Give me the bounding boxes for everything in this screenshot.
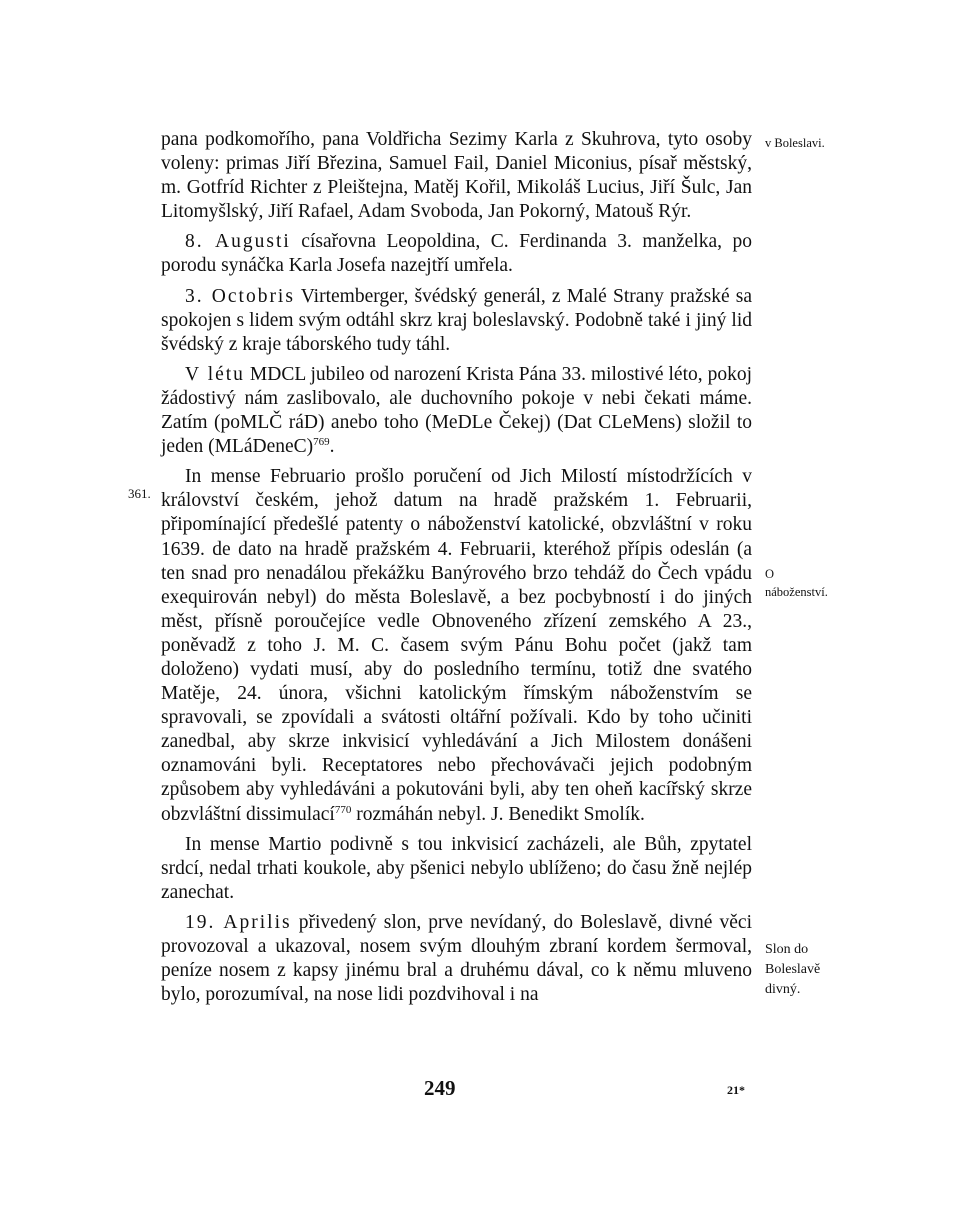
paragraph-6: In mense Martio podivně s tou inkvisicí zacházeli, ale Bůh, zpytatel srdcí, nedal trhati koukole, aby pšenici nebylo ublíženo; do času žně nejlép zanechat.	[161, 833, 752, 903]
body-text	[161, 128, 752, 1013]
date-lead: 8. Augusti	[185, 231, 291, 253]
page-number: 249	[424, 1076, 456, 1100]
paragraph-4: V létu MDCL jubileo od narození Krista Pána 33. milostivé léto, pokoj žádostivý nám zaslibovalo, ale duchovního pokoje v nebi čekati máme. Zatím (poMLČ ráD) anebo toho (MeDLe Čekej) (Dat CLeMens) složil to jeden (MLáDeneC)$^{769}$.	[161, 363, 752, 458]
margin-note-nabozenstvi: O náboženství.	[765, 567, 828, 599]
paragraph-5: In mense Februario prošlo poručení od Jich Milostí místodržících v království českém, jehož datum na hradě pražském 1. Februarii, připomínající předešlé patenty o náboženství katolické, obzvláštní v roku 1639. de dato na hradě pražském 4. Februarii, kteréhož přípis odeslán (a ten snad pro nenadálou překážku Banýrového brzo tehdáž do Čech vpádu exequirován nebyl) do města Boleslavě, a bez pocbybností i do jiných měst, přísně poroučejíce vedle Obnoveného zřízení zemského A 23., poněvadž z toho J. M. C. časem svým Pánu Bohu počet (jakž tam doloženo) vydati musí, aby do posledního termínu, totiž dne svatého Matěje, 24. února, všichni katolickým římským náboženstvím se spravovali, se zpovídali a svátosti oltářní požívali. Kdo by toho učiniti zanedbal, aby skrze inkvisicí vyhledávání a Jich Milostem donášeni oznamováni byli. Receptatores nebo přechovávači jejich podobným způsobem aby vyhledáváni a pokutováni byli, aby ten oheň kacířský skrze obzvláštní dissimulací$^{770}$ rozmáhán nebyl. J. Benedikt Smolík.	[161, 466, 752, 825]
date-lead: V létu	[185, 363, 245, 385]
margin-note-slon: Slon do Boleslavě divný.	[765, 942, 821, 997]
date-lead: 3. Octobris	[185, 285, 295, 307]
signature-mark: 21*	[727, 1083, 745, 1097]
paragraph-3: 3. Octobris Virtemberger, švédský generál, z Malé Strany pražské sa spokojen s lidem svým odtáhl skrz kraj boleslavský. Podobně také i jiný lid švédský z kraje táborského tudy táhl.	[161, 285, 753, 355]
paragraph-2: 8. Augusti císařovna Leopoldina, C. Ferdinanda 3. manželka, po porodu synáčka Karla Josefa nazejtří umřela.	[161, 231, 752, 277]
footnote-ref-769: 769	[313, 436, 330, 449]
paragraph-1: pana podkomořího, pana Voldřicha Sezimy Karla z Skuhrova, tyto osoby voleny: primas Jiří Březina, Samuel Fail, Daniel Miconius, písař městský, m. Gotfríd Richter z Pleištejna, Matěj Kořil, Mikoláš Lucius, Jiří Šulc, Jan Litomyšlský, Jiří Rafael, Adam Svoboda, Jan Pokorný, Matouš Rýr.	[161, 129, 752, 223]
date-lead: 19. Aprilis	[185, 911, 292, 933]
margin-note-boleslavi: v Boleslavi.	[765, 136, 825, 150]
footnote-ref-770: 770	[334, 803, 352, 816]
paragraph-7: 19. Aprilis přivedený slon, prve nevídaný, do Boleslavě, divné věci provozoval a ukazoval, nosem svým dlouhým zbraní kordem šermoval, peníze nosem z kapsy jinému bral a druhému dával, co k němu mluveno bylo, porozumíval, na nose lidi pozdvihoval i na	[161, 911, 752, 1006]
paragraph-number: 361.	[128, 486, 151, 501]
